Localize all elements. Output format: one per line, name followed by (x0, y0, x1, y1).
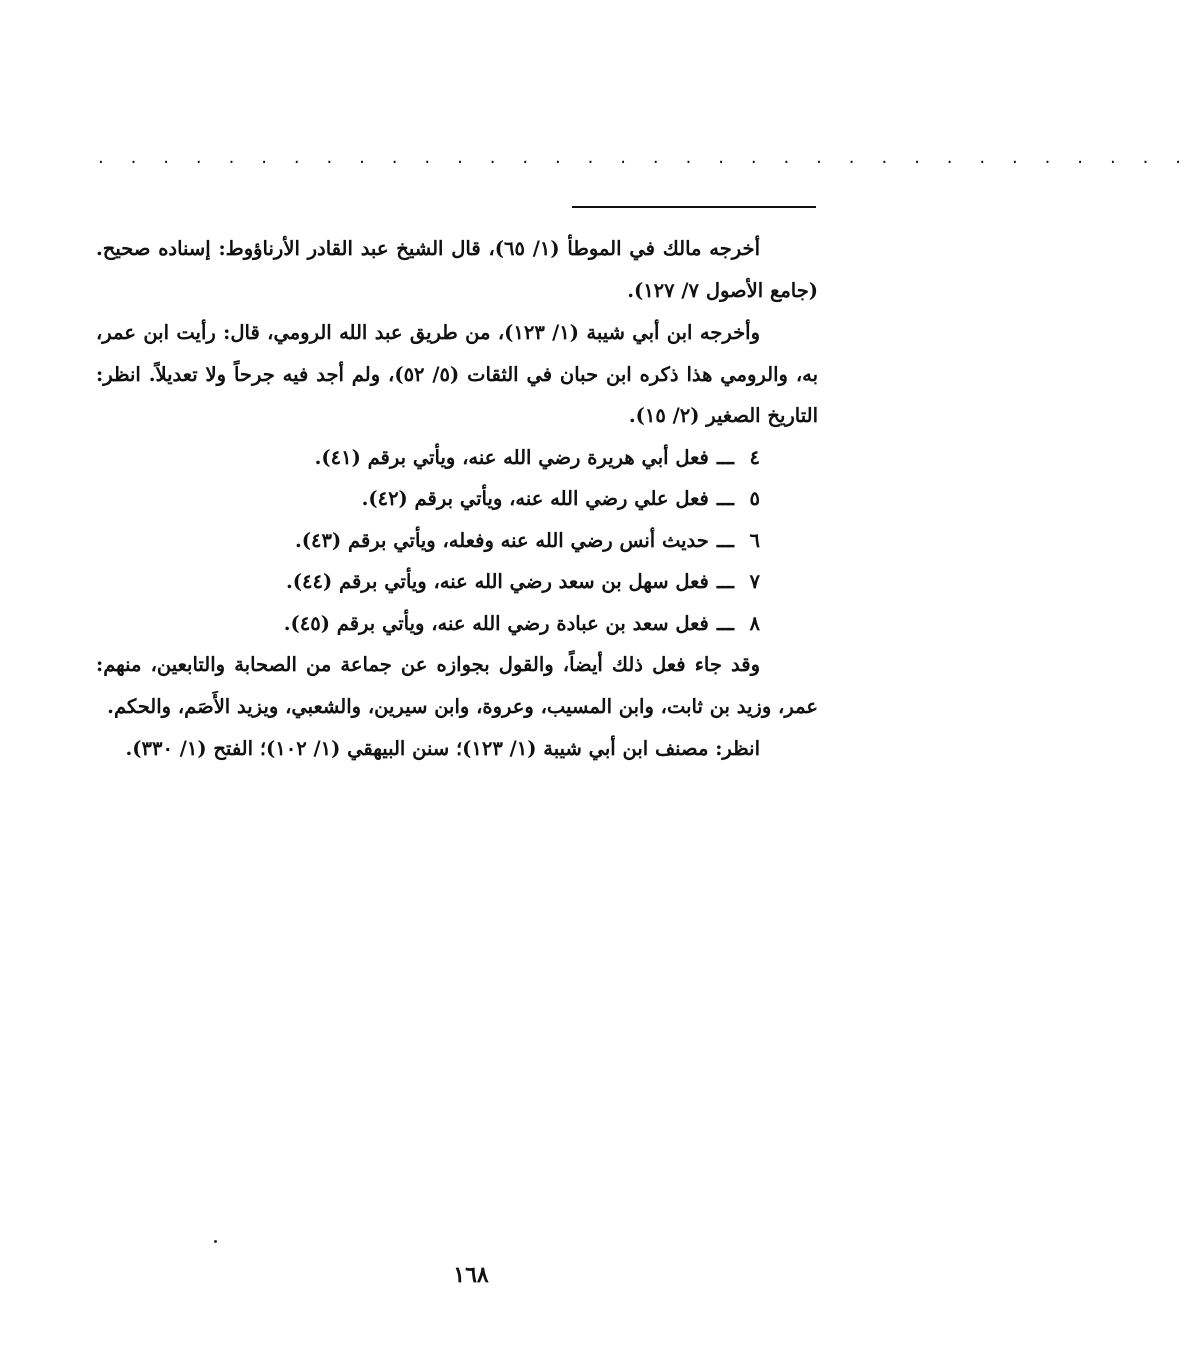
list-item (96, 478, 818, 520)
list-item-text: فعل علي رضي الله عنه، ويأتي برقم (٤٢). (361, 487, 709, 510)
list-item-number: ٧ (749, 570, 760, 593)
list-item-dash: ـــ (716, 611, 734, 635)
list-item-dash: ـــ (716, 487, 734, 510)
list-item (96, 603, 818, 645)
list-item-dash: ـــ (716, 528, 734, 552)
page-number: ١٦٨ (453, 1262, 489, 1288)
footnote-paragraph-4: انظر: مصنف ابن أبي شيبة (١/ ١٢٣)؛ سنن البيهقي (١/ ١٠٢)؛ الفتح (١/ ٣٣٠). (125, 737, 760, 760)
list-item-text: فعل أبي هريرة رضي الله عنه، ويأتي برقم (٤١). (314, 445, 709, 469)
list-item-dash: ـــ (716, 445, 734, 469)
footnote-paragraph-2: وأخرجه ابن أبي شيبة (١/ ١٢٣)، من طريق عبد الله الرومي، قال: رأيت ابن عمر، به، والرومي هذا ذكره ابن حبان في الثقات (٥/ ٥٢)، ولم أجد فيه جرحاً ولا تعديلاً. انظر: التاريخ الصغير (٢/ ١٥). (96, 321, 818, 427)
footnotes-block (96, 228, 818, 770)
list-item (96, 520, 818, 562)
footnote-rule (572, 206, 816, 208)
list-item-text: فعل سعد بن عبادة رضي الله عنه، ويأتي برقم (٤٥). (283, 611, 709, 635)
list-item (96, 561, 818, 603)
list-item-dash: ـــ (716, 570, 734, 593)
list-item-number: ٤ (749, 445, 760, 469)
footnote-list (96, 437, 818, 645)
footnote-paragraph-3: وقد جاء فعل ذلك أيضاً، والقول بجوازه عن جماعة من الصحابة والتابعين، منهم: عمر، وزيد بن ثابت، وابن المسيب، وعروة، وابن سيرين، والشعبي، ويزيد الأَصَم، والحكم. (96, 653, 818, 718)
list-item-number: ٦ (749, 528, 760, 552)
list-item (96, 437, 818, 479)
list-item-text: فعل سهل بن سعد رضي الله عنه، ويأتي برقم (٤٤). (286, 570, 709, 593)
list-item-number: ٥ (749, 487, 760, 510)
list-item-text: حديث أنس رضي الله عنه وفعله، ويأتي برقم (٤٣). (295, 528, 709, 552)
footnote-separator-dots: . . . . . . . . . . . . . . . . . . . . . . . . . . . . . . . . . . (98, 147, 1192, 168)
scan-speck (214, 1240, 217, 1243)
list-item-number: ٨ (749, 611, 760, 635)
footnote-paragraph-1: أخرجه مالك في الموطأ (١/ ٦٥)، قال الشيخ عبد القادر الأرناؤوط: إسناده صحيح. (جامع الأصول ٧/ ١٢٧). (96, 237, 818, 302)
